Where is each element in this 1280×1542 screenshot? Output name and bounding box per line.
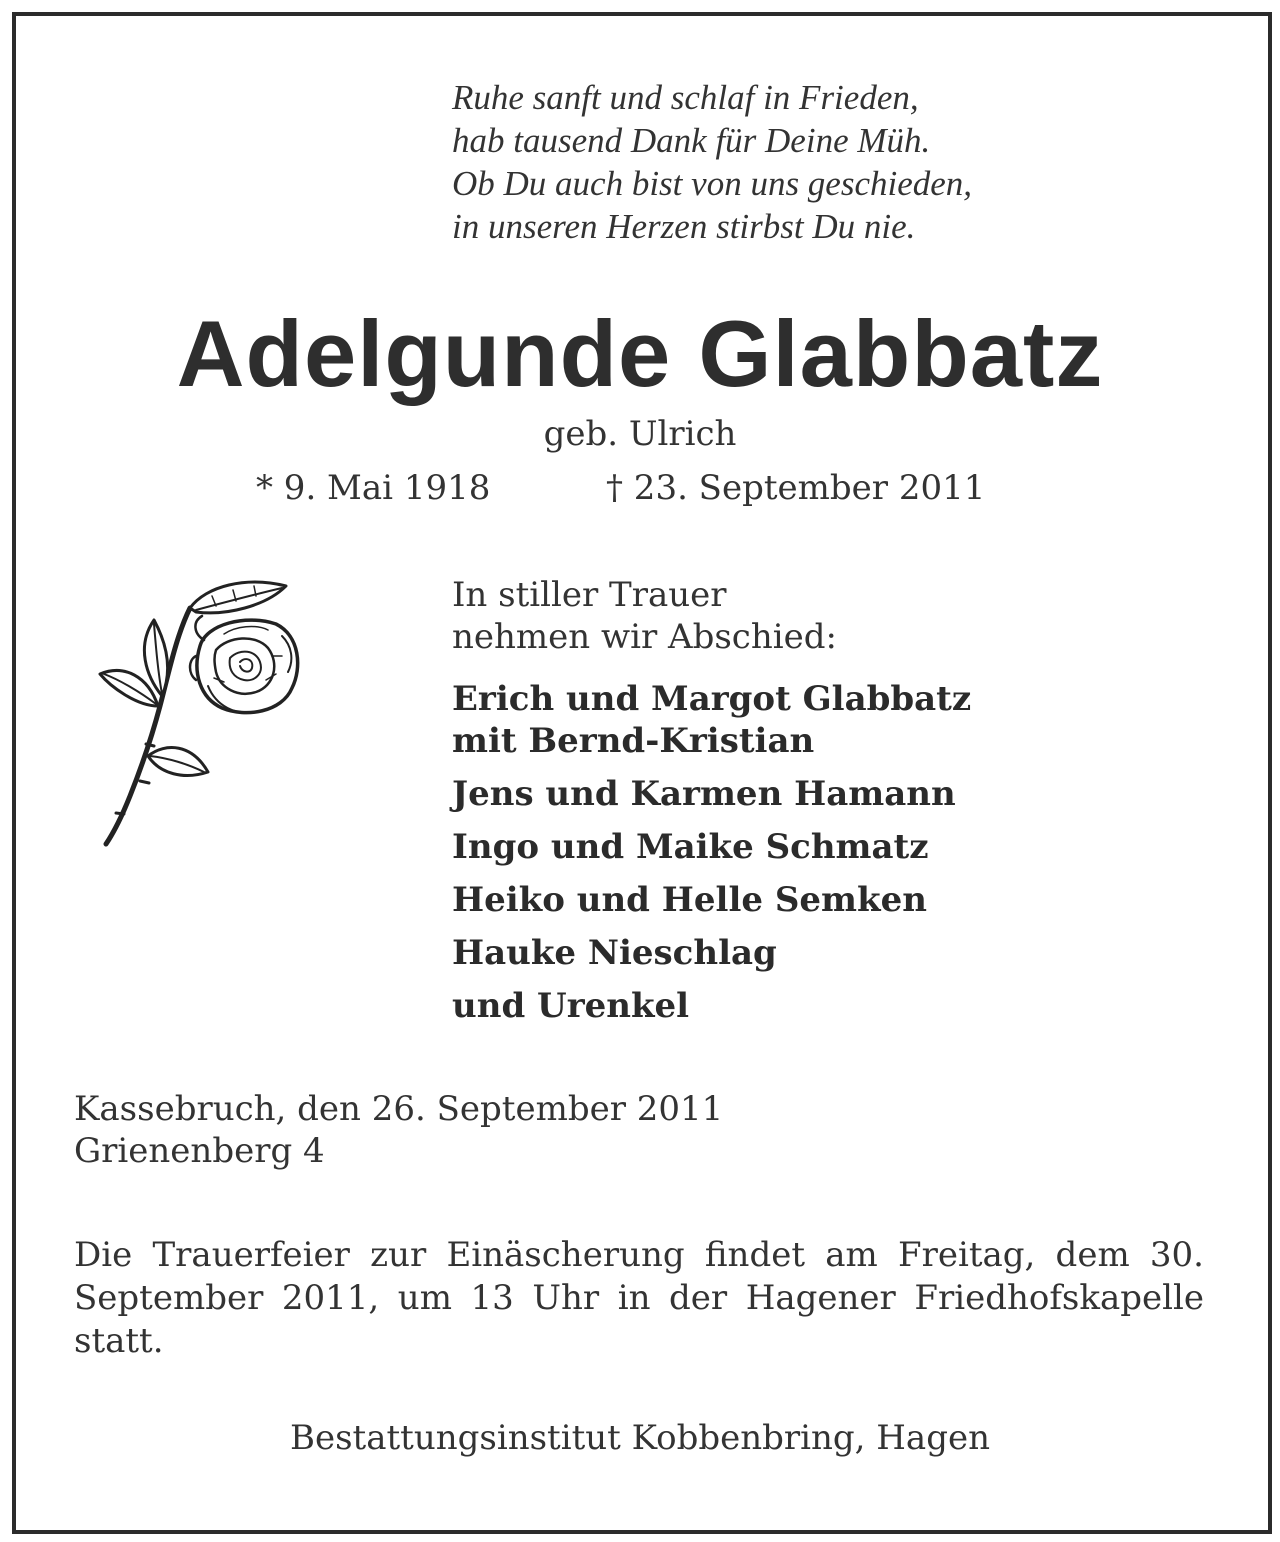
birth-date: * 9. Mai 1918 [256, 468, 491, 508]
poem-line: Ruhe sanft und schlaf in Frieden, [452, 78, 919, 117]
address: Grienenberg 4 [74, 1131, 325, 1171]
maiden-name: geb. Ulrich [543, 414, 737, 454]
mourner-group: Hauke Nieschlag [452, 933, 777, 973]
undertaker-name: Bestattungsinstitut Kobbenbring, Hagen [290, 1418, 990, 1458]
place-and-date [74, 1088, 723, 1172]
poem [452, 76, 972, 248]
mourner-name: mit Bernd-Kristian [452, 721, 815, 761]
intro-line: In stiller Trauer [452, 575, 727, 615]
mourners-list [452, 678, 971, 1038]
mourner-group: Jens und Karmen Hamann [452, 774, 956, 814]
mourner-name: Erich und Margot Glabbatz [452, 679, 972, 719]
mourner-group [452, 678, 971, 762]
death-date: † 23. September 2011 [606, 468, 986, 508]
service-announcement: Die Trauerfeier zur Einäscherung findet am Freitag, dem 30. September 2011, um 13 Uhr in der Hagener Friedhofskapelle statt. [74, 1235, 1204, 1361]
rose-icon [96, 576, 306, 856]
intro-line: nehmen wir Abschied: [452, 617, 837, 657]
mourner-group: und Urenkel [452, 986, 690, 1026]
intro-text [452, 574, 837, 658]
city-date: Kassebruch, den 26. September 2011 [74, 1089, 724, 1129]
poem-line: Ob Du auch bist von uns geschieden, [452, 164, 973, 203]
poem-line: hab tausend Dank für Deine Müh. [452, 121, 931, 160]
mourner-group: Heiko und Helle Semken [452, 880, 927, 920]
poem-line: in unseren Herzen stirbst Du nie. [452, 207, 916, 246]
mourner-group: Ingo und Maike Schmatz [452, 827, 929, 867]
deceased-name: Adelgunde Glabbatz [176, 301, 1104, 406]
